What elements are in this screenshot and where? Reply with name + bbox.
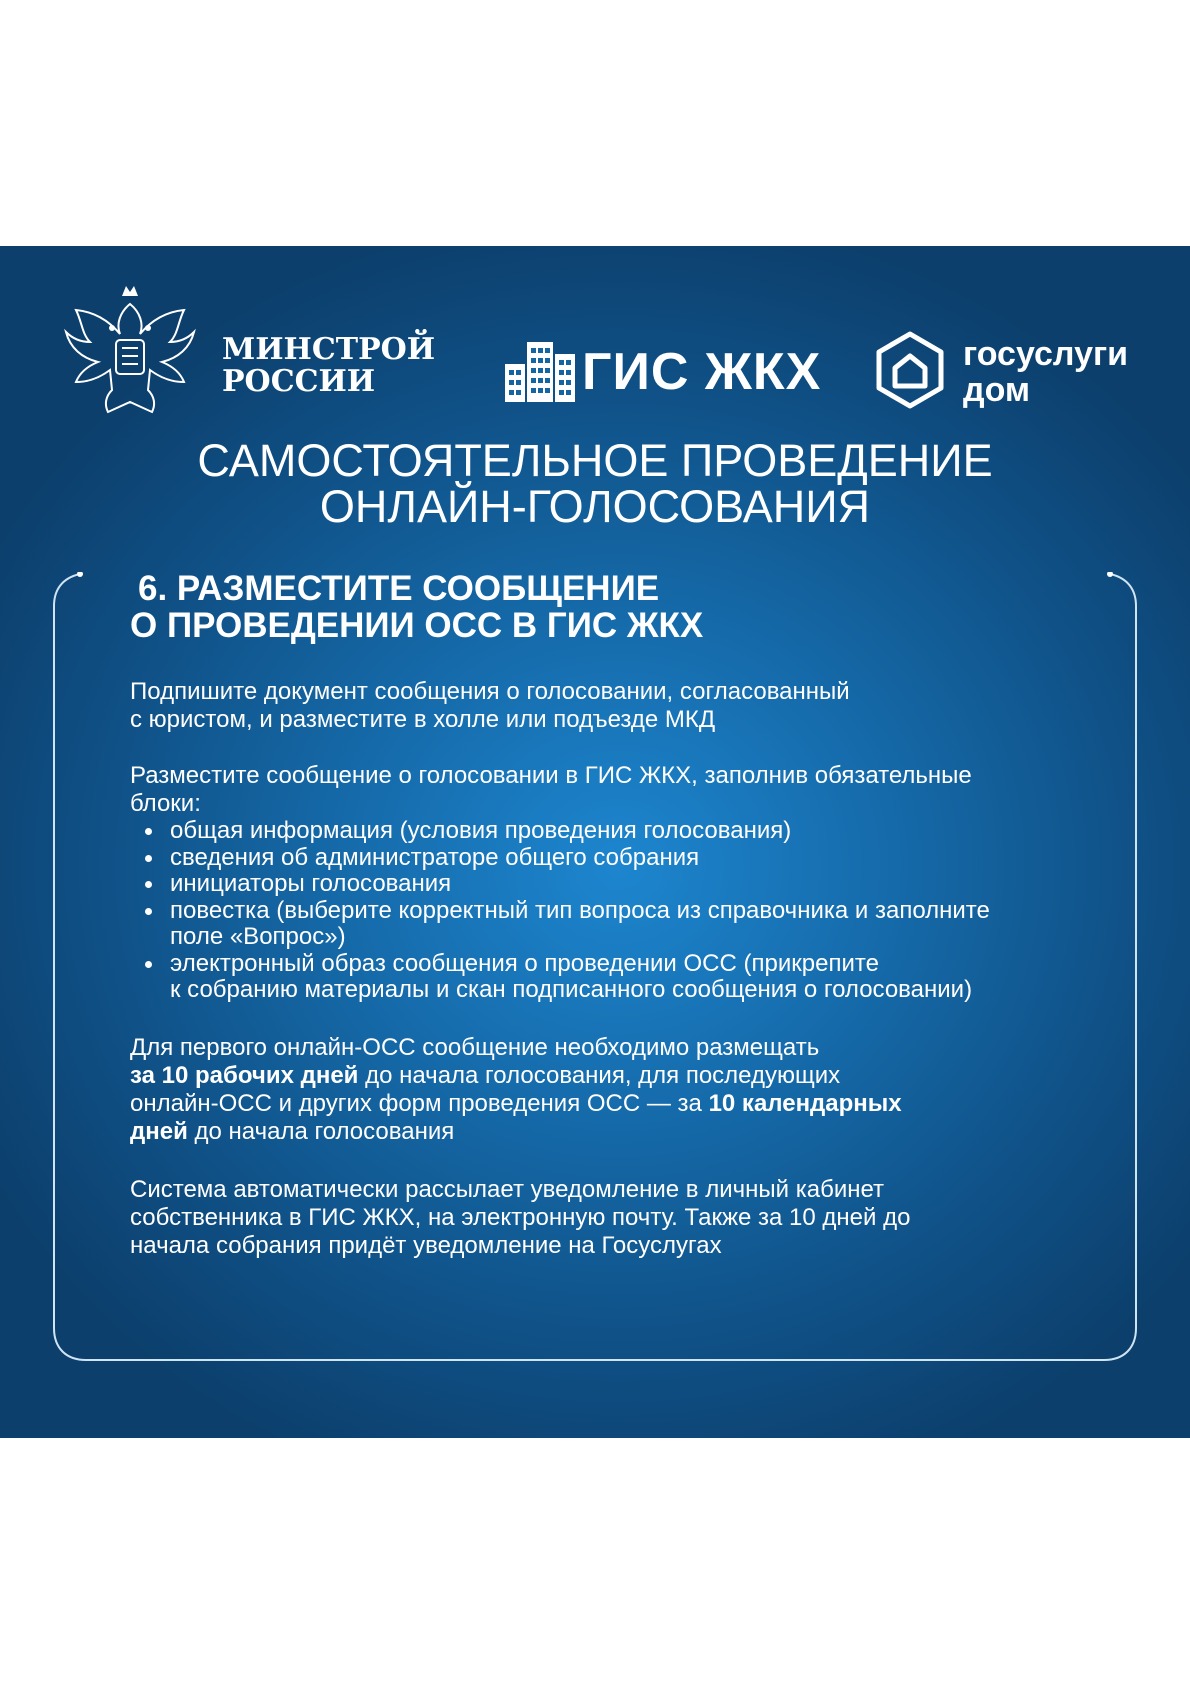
list-item: электронный образ сообщения о проведении ОСС (прикрепите к собранию материалы и скан подписанного сообщения о голосовании) [130,951,1090,1004]
paragraph-notifications: Система автоматически рассылает уведомление в личный кабинет собственника в ГИС ЖКХ, на электронную почту. Также за 10 дней до начала собрания придёт уведомление на Госуслугах [130,1175,911,1259]
paragraph-sign-document: Подпишите документ сообщения о голосовании, согласованный с юристом, и разместите в холле или подъезде МКД [130,678,850,733]
minstroy-logo-text: МИНСТРОЙ РОССИИ [222,332,436,399]
poster [0,246,1190,1438]
building-icon [505,336,577,402]
gosuslugi-dom-logo-text: госуслуги дом [963,335,1129,409]
step-content [130,570,1090,1260]
paragraph-post-message: Разместите сообщение о голосовании в ГИС ЖКХ, заполнив обязательные блоки: [130,762,972,817]
list-item: повестка (выберите корректный тип вопроса из справочника и заполните поле «Вопрос») [130,898,1090,951]
list-item: сведения об администраторе общего собрания [130,845,1090,872]
logo-bar [0,282,1190,422]
required-blocks-list [130,818,1090,1004]
coat-of-arms-icon [60,282,200,422]
list-item: инициаторы голосования [130,871,1090,898]
list-item: общая информация (условия проведения голосования) [130,818,1090,845]
paragraph-deadlines: Для первого онлайн-ОСС сообщение необходимо размещать за 10 рабочих дней до начала голосования, для последующих онлайн-ОСС и других форм проведения ОСС — за 10 календарных дней до начала голосования [130,1033,902,1145]
gis-zhkh-logo-text: ГИС ЖКХ [582,343,822,401]
step-heading: 6. РАЗМЕСТИТЕ СООБЩЕНИЕ О ПРОВЕДЕНИИ ОСС В ГИС ЖКХ [130,569,704,645]
house-hexagon-icon [873,330,947,410]
page-title: САМОСТОЯТЕЛЬНОЕ ПРОВЕДЕНИЕ ОНЛАЙН-ГОЛОСОВАНИЯ [197,435,993,532]
